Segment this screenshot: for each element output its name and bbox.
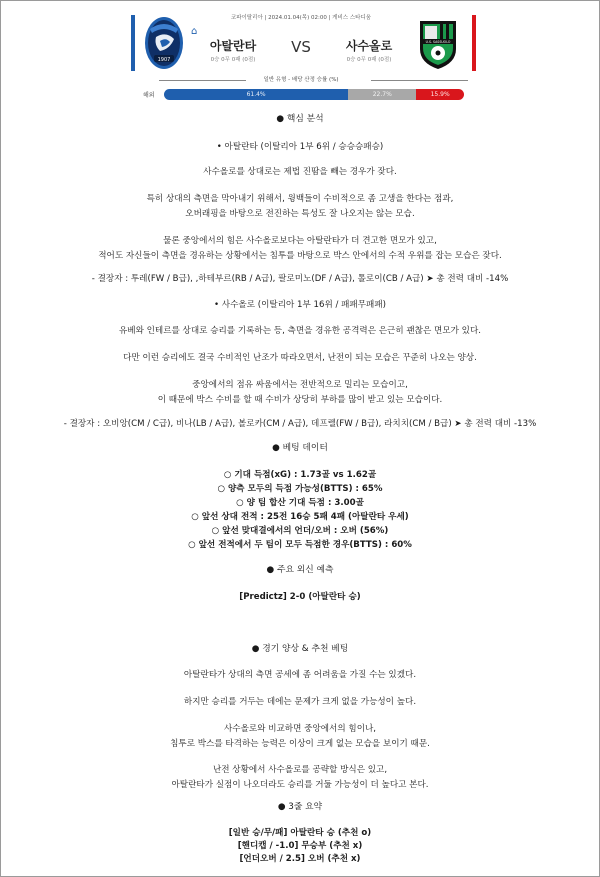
paragraph-line: 오버래핑을 바탕으로 전진하는 특성도 잘 나오지는 않는 모습.: [185, 208, 415, 219]
paragraph: [1, 378, 599, 407]
paragraph: 아탈란타가 상대의 측면 공세에 좀 어려움을 가질 수는 있겠다.: [183, 670, 417, 680]
home-absentees: - 결장자 : 투레(FW / B급), ,하테부르(RB / A급), 팔로미노(DF / A급), 톨로이(CB / A급) ➤ 총 전력 대비 -14%: [91, 274, 509, 284]
home-team-heading: • 아탈란타 (이탈리아 1부 6위 / 승승승패승): [216, 142, 384, 152]
sassuolo-crest-icon: [416, 15, 460, 71]
betting-item: ○ 기대 득점(xG) : 1.73골 vs 1.62골: [223, 470, 377, 480]
vs-label: VS: [291, 38, 311, 56]
paragraph: 유베와 인테르를 상대로 승리를 기록하는 등, 측면을 경유한 공격력은 은근히 괜찮은 면모가 있다.: [118, 326, 481, 336]
draw-segment: 22.7%: [348, 89, 416, 100]
home-team-name[interactable]: 아탈란타: [209, 39, 257, 53]
paragraph-line: 사수올로와 비교하면 중앙에서의 힘이나,: [223, 724, 377, 734]
summary-item: [일반 승/무/패] 아탈란타 승 (추천 o): [228, 828, 372, 838]
odds-bar-caption: 해외: [143, 92, 155, 99]
paragraph: [1, 192, 599, 221]
match-header: [126, 9, 476, 109]
paragraph-line: 물론 중앙에서의 힘은 사수올로보다는 아탈란타가 더 견고한 면모가 있고,: [163, 236, 437, 246]
betting-item: ○ 앞선 맞대결에서의 언더/오버 : 오버 (56%): [211, 526, 389, 536]
svg-text:U.S. SASSUOLO: U.S. SASSUOLO: [425, 40, 451, 44]
paragraph: 다만 이런 승리에도 결국 수비적인 난조가 따라오면서, 난전이 되는 모습은 꾸준히 나오는 양상.: [123, 353, 477, 363]
paragraph: 사수올로를 상대로는 제법 진땀을 빼는 경우가 잦다.: [203, 167, 397, 177]
paragraph: [1, 234, 599, 263]
summary-list: [1, 827, 599, 866]
section-title-predictions: ● 주요 외신 예측: [266, 565, 334, 575]
paragraph-line: 중앙에서의 점유 싸움에서는 전반적으로 밀리는 모습이고,: [192, 380, 408, 390]
section-title-outlook: ● 경기 양상 & 추천 베팅: [251, 644, 349, 654]
match-meta: 코파이탈리아 | 2024.01.04(목) 02:00 | 게비스 스타디움: [230, 15, 372, 21]
home-team-record: 0승 0무 0패 (0점): [210, 57, 256, 63]
paragraph: 하지만 승리를 거두는 데에는 문제가 크게 없을 가능성이 높다.: [183, 697, 417, 707]
away-team-name[interactable]: 사수올로: [345, 39, 393, 53]
paragraph: [1, 722, 599, 751]
paragraph-line: 적어도 자신들이 측면을 경유하는 상황에서는 침투를 바탕으로 박스 안에서의 수적 우위를 잡는 모습은 잦다.: [98, 250, 502, 261]
odds-bar-row: [126, 89, 476, 101]
rate-title: 일반 유형 - 배당 산정 승률 (%): [263, 77, 339, 83]
summary-item: [핸디캡 / -1.0] 무승부 (추천 x): [237, 841, 363, 851]
betting-item: ○ 양 팀 합산 기대 득점 : 3.00골: [236, 498, 364, 508]
paragraph-line: 이 때문에 박스 수비를 할 때 수비가 상당히 부하를 많이 받고 있는 모습이다.: [157, 394, 443, 405]
betting-item: ○ 앞선 전적에서 두 팀이 모두 득점한 경우(BTTS) : 60%: [188, 540, 412, 550]
section-title-analysis: ● 핵심 분석: [276, 114, 324, 124]
section-title-betting: ● 베팅 데이터: [272, 443, 328, 453]
away-team-record: 0승 0무 0패 (0점): [346, 57, 392, 63]
betting-item: ○ 양측 모두의 득점 가능성(BTTS) : 65%: [217, 484, 383, 494]
summary-item: [언더오버 / 2.5] 오버 (추천 x): [239, 854, 361, 864]
odds-bar: [164, 89, 464, 100]
paragraph: [1, 763, 599, 792]
away-absentees: - 결장자 : 오비앙(CM / C급), 비나(LB / A급), 볼로카(CM / A급), 데프렐(FW / B급), 라치치(CM / B급) ➤ 총 전력 대비 -13%: [63, 419, 537, 429]
paragraph-line: 아탈란타가 실점이 나오더라도 승리를 거둘 가능성이 더 높다고 본다.: [171, 779, 429, 790]
paragraph-line: 난전 상황에서 사수올로를 공략할 방식은 있고,: [212, 765, 388, 775]
betting-item: ○ 앞선 상대 전적 : 25전 16승 5패 4패 (아탈란타 우세): [191, 512, 409, 522]
betting-data-list: [1, 468, 599, 552]
section-title-summary: ● 3줄 요약: [277, 802, 323, 812]
away-team-heading: • 사수올로 (이탈리아 1부 16위 / 패패무패패): [214, 300, 386, 310]
home-icon: ⌂: [191, 26, 198, 37]
paragraph-line: 침투로 박스를 타격하는 능력은 이상이 크게 없는 모습을 보이기 때문.: [170, 738, 430, 749]
svg-text:1907: 1907: [157, 57, 171, 63]
prediction-line: [Predictz] 2-0 (아탈란타 승): [239, 592, 361, 602]
away-win-segment: 15.9%: [416, 89, 464, 100]
divider-line: [371, 80, 468, 81]
paragraph-line: 특히 상대의 측면을 막아내기 위해서, 윙백들이 수비적으로 좀 고생을 한다는 점과,: [146, 194, 454, 204]
home-win-segment: 61.4%: [164, 89, 348, 100]
rate-title-row: [134, 75, 468, 85]
